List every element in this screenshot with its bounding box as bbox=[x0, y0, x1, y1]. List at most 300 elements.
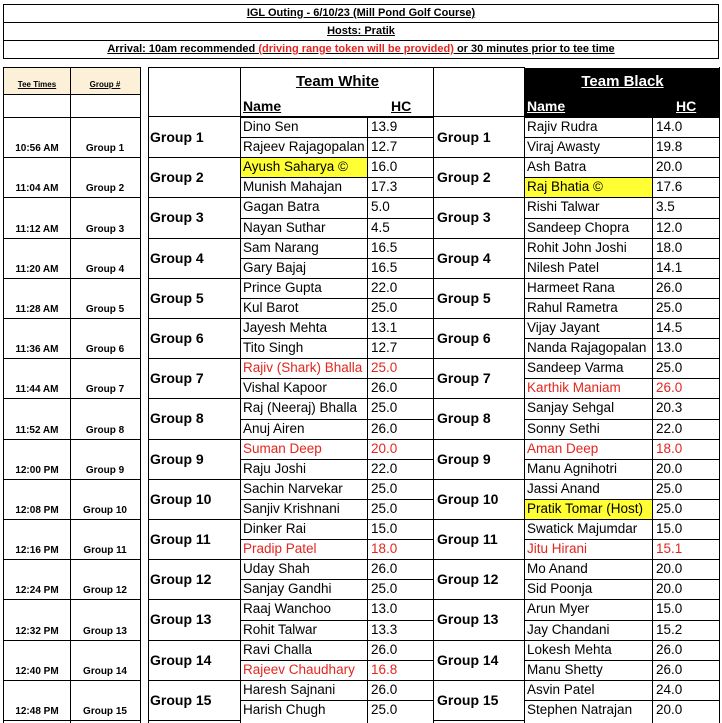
grid-line bbox=[3, 278, 141, 279]
white-player-hc: 22.0 bbox=[371, 460, 398, 476]
grid-line bbox=[240, 660, 433, 661]
white-group-label: Group 14 bbox=[150, 651, 212, 668]
grid-line bbox=[433, 238, 524, 239]
black-player-name: Sid Poonja bbox=[527, 581, 593, 597]
tee-time: 11:52 AM bbox=[15, 424, 59, 436]
grid-line bbox=[240, 278, 433, 279]
white-player-name: Rajeev Chaudhary bbox=[243, 661, 355, 677]
grid-line bbox=[524, 398, 719, 399]
grid-line bbox=[148, 479, 240, 480]
white-player-hc: 16.5 bbox=[371, 239, 398, 255]
white-hc-header: HC bbox=[391, 98, 412, 114]
grid-line bbox=[148, 680, 240, 681]
black-group-label: Group 15 bbox=[437, 691, 499, 708]
white-player-name: Gagan Batra bbox=[243, 199, 320, 215]
arrival-line: Arrival: 10am recommended (driving range token will be provided) or 30 minutes prior to tee time bbox=[3, 40, 719, 59]
tee-times-header: Tee Times bbox=[17, 80, 57, 89]
black-hc-header: HC bbox=[676, 98, 697, 114]
outing-title: IGL Outing - 6/10/23 (Mill Pond Golf Course) bbox=[3, 4, 719, 23]
grid-line bbox=[524, 479, 719, 480]
grid-line bbox=[3, 117, 141, 118]
black-player-hc: 13.0 bbox=[656, 340, 683, 356]
tee-time: 12:16 PM bbox=[15, 545, 59, 557]
black-player-hc: 26.0 bbox=[656, 641, 683, 657]
white-player-name: Ayush Saharya © bbox=[241, 157, 367, 177]
grid-line bbox=[240, 378, 433, 379]
black-player-hc: 26.0 bbox=[656, 279, 683, 295]
black-player-name: Harmeet Rana bbox=[527, 279, 615, 295]
grid-line bbox=[433, 720, 524, 721]
tee-time: 12:48 PM bbox=[15, 705, 59, 717]
grid-line bbox=[240, 197, 433, 198]
grid-line bbox=[240, 680, 433, 681]
grid-line bbox=[240, 258, 433, 259]
grid-line bbox=[433, 680, 524, 681]
white-group-label: Group 4 bbox=[150, 249, 204, 266]
grid-line bbox=[240, 177, 433, 178]
grid-line bbox=[148, 67, 149, 723]
white-player-hc: 26.0 bbox=[371, 380, 398, 396]
white-player-name: Sanjay Gandhi bbox=[243, 581, 332, 597]
tee-time: 11:36 AM bbox=[15, 344, 59, 356]
group-number-header: Group # bbox=[89, 80, 121, 89]
grid-line bbox=[3, 599, 141, 600]
white-player-hc: 26.0 bbox=[371, 681, 398, 697]
grid-line bbox=[3, 358, 141, 359]
white-group-label: Group 13 bbox=[150, 611, 212, 628]
white-player-hc: 5.0 bbox=[371, 199, 390, 215]
white-player-hc: 4.5 bbox=[371, 219, 390, 235]
grid-line bbox=[524, 338, 719, 339]
grid-line bbox=[433, 439, 524, 440]
white-group-label: Group 12 bbox=[150, 571, 212, 588]
group-number: Group 13 bbox=[83, 625, 127, 637]
black-player-name: Swatick Majumdar bbox=[527, 521, 638, 536]
black-player-name: Asvin Patel bbox=[527, 681, 595, 697]
grid-line bbox=[524, 660, 719, 661]
white-group-label: Group 8 bbox=[150, 410, 204, 427]
black-player-name: Sonny Sethi bbox=[527, 420, 600, 436]
black-player-name: Sandeep Chopra bbox=[527, 219, 630, 235]
black-player-hc: 12.0 bbox=[656, 219, 683, 235]
grid-line bbox=[148, 640, 240, 641]
grid-line bbox=[524, 419, 719, 420]
white-player-hc: 16.0 bbox=[371, 159, 398, 175]
grid-line bbox=[524, 157, 719, 158]
group-number: Group 14 bbox=[83, 665, 127, 677]
grid-line bbox=[240, 620, 433, 621]
black-player-name: Rishi Talwar bbox=[527, 199, 600, 215]
grid-line bbox=[524, 620, 719, 621]
tee-time: 10:56 AM bbox=[15, 143, 59, 155]
white-player-name: Kul Barot bbox=[243, 299, 299, 315]
black-group-label: Group 4 bbox=[437, 249, 491, 266]
black-player-name: Arun Myer bbox=[527, 601, 590, 617]
group-number: Group 3 bbox=[85, 223, 125, 235]
black-player-hc: 20.3 bbox=[656, 400, 683, 416]
black-group-label: Group 7 bbox=[437, 370, 491, 387]
grid-line bbox=[3, 479, 141, 480]
black-player-hc: 26.0 bbox=[656, 380, 683, 396]
white-group-label: Group 11 bbox=[150, 531, 211, 547]
black-player-hc: 20.0 bbox=[656, 701, 683, 717]
black-player-hc: 3.5 bbox=[656, 199, 675, 215]
black-player-hc: 19.8 bbox=[656, 139, 683, 155]
black-player-name: Rohit John Joshi bbox=[527, 239, 627, 255]
grid-line bbox=[524, 599, 719, 600]
white-player-hc: 22.0 bbox=[371, 279, 398, 295]
white-player-name: Harish Chugh bbox=[243, 701, 326, 717]
grid-line bbox=[240, 419, 433, 420]
white-player-hc: 13.3 bbox=[371, 621, 398, 637]
grid-line bbox=[524, 177, 719, 178]
white-player-name: Jayesh Mehta bbox=[243, 320, 328, 335]
grid-line bbox=[240, 599, 433, 600]
black-group-label: Group 2 bbox=[437, 169, 491, 186]
black-group-label: Group 9 bbox=[437, 450, 491, 467]
grid-line bbox=[240, 700, 433, 701]
black-group-label: Group 12 bbox=[437, 571, 499, 588]
grid-line bbox=[433, 67, 434, 723]
grid-line bbox=[148, 318, 240, 319]
white-group-label: Group 9 bbox=[150, 450, 204, 467]
black-group-label: Group 6 bbox=[437, 330, 491, 346]
black-player-hc: 22.0 bbox=[656, 420, 683, 436]
black-player-hc: 14.0 bbox=[656, 119, 683, 134]
grid-line bbox=[433, 278, 524, 279]
grid-line bbox=[524, 116, 719, 117]
black-player-hc: 26.0 bbox=[656, 661, 683, 677]
white-player-hc: 25.0 bbox=[371, 480, 398, 496]
grid-line bbox=[148, 116, 240, 117]
grid-line bbox=[3, 640, 141, 641]
black-player-name: Nanda Rajagopalan bbox=[527, 340, 647, 356]
white-player-hc: 18.0 bbox=[371, 541, 398, 557]
grid-line bbox=[240, 559, 433, 560]
grid-line bbox=[240, 338, 433, 339]
grid-line bbox=[240, 298, 433, 299]
grid-line bbox=[524, 640, 719, 641]
black-player-hc: 20.0 bbox=[656, 159, 683, 175]
white-player-hc: 25.0 bbox=[371, 701, 398, 717]
black-player-hc: 14.1 bbox=[656, 259, 683, 275]
grid-line bbox=[3, 197, 141, 198]
grid-line bbox=[240, 398, 433, 399]
grid-line bbox=[148, 157, 240, 158]
grid-line bbox=[524, 197, 719, 198]
black-player-hc: 20.0 bbox=[656, 460, 683, 476]
grid-line bbox=[240, 238, 433, 239]
grid-line bbox=[240, 479, 433, 480]
black-player-name: Jay Chandani bbox=[527, 621, 610, 637]
grid-line bbox=[240, 318, 433, 319]
grid-line bbox=[240, 67, 433, 68]
group-number: Group 12 bbox=[83, 585, 127, 597]
white-player-name: Suman Deep bbox=[243, 440, 322, 456]
group-number: Group 4 bbox=[85, 263, 125, 275]
white-player-name: Sam Narang bbox=[243, 239, 319, 255]
group-number: Group 5 bbox=[85, 303, 125, 315]
grid-line bbox=[240, 117, 433, 118]
grid-line bbox=[433, 157, 524, 158]
grid-line bbox=[3, 398, 141, 399]
tee-time: 12:24 PM bbox=[15, 585, 59, 597]
white-group-label: Group 15 bbox=[150, 691, 212, 708]
white-player-hc: 13.0 bbox=[371, 601, 398, 617]
black-player-name: Sanjay Sehgal bbox=[527, 400, 615, 416]
black-player-name: Stephen Natrajan bbox=[527, 701, 633, 717]
group-number: Group 9 bbox=[85, 464, 125, 476]
tee-time: 11:44 AM bbox=[15, 384, 59, 396]
grid-line bbox=[148, 358, 240, 359]
grid-line bbox=[240, 519, 433, 520]
black-group-label: Group 5 bbox=[437, 289, 491, 306]
white-player-hc: 16.8 bbox=[371, 661, 398, 677]
grid-line bbox=[240, 579, 433, 580]
grid-line bbox=[719, 67, 720, 723]
grid-line bbox=[524, 318, 719, 319]
grid-line bbox=[524, 278, 719, 279]
white-group-label: Group 6 bbox=[150, 330, 204, 346]
grid-line bbox=[433, 398, 524, 399]
black-player-hc: 18.0 bbox=[656, 440, 683, 456]
grid-line bbox=[433, 116, 524, 117]
white-group-label: Group 1 bbox=[150, 129, 204, 145]
white-group-label: Group 7 bbox=[150, 370, 204, 387]
white-player-hc: 12.7 bbox=[371, 139, 398, 155]
black-group-label: Group 1 bbox=[437, 129, 491, 145]
black-player-hc: 15.1 bbox=[656, 541, 683, 557]
grid-line bbox=[524, 539, 719, 540]
white-player-name: Ravi Challa bbox=[243, 641, 313, 657]
black-player-hc: 14.5 bbox=[656, 320, 683, 335]
black-player-hc: 15.0 bbox=[656, 521, 683, 536]
black-player-hc: 25.0 bbox=[656, 360, 683, 376]
white-player-name: Haresh Sajnani bbox=[243, 681, 336, 697]
white-player-hc: 25.0 bbox=[371, 360, 398, 376]
black-group-label: Group 14 bbox=[437, 651, 499, 668]
white-group-label: Group 5 bbox=[150, 289, 204, 306]
group-number: Group 7 bbox=[85, 384, 125, 396]
white-player-hc: 26.0 bbox=[371, 420, 398, 436]
white-group-label: Group 2 bbox=[150, 169, 204, 186]
tee-time: 11:12 AM bbox=[15, 223, 59, 235]
grid-line bbox=[524, 519, 719, 520]
grid-line bbox=[433, 519, 524, 520]
grid-line bbox=[433, 599, 524, 600]
black-player-name: Manu Shetty bbox=[527, 661, 603, 677]
grid-line bbox=[3, 559, 141, 560]
group-number: Group 11 bbox=[83, 545, 127, 557]
black-name-header: Name bbox=[527, 98, 566, 114]
white-name-header: Name bbox=[243, 98, 282, 114]
grid-line bbox=[240, 499, 433, 500]
black-player-name: Sandeep Varma bbox=[527, 360, 624, 376]
grid-line bbox=[148, 519, 240, 520]
grid-line bbox=[148, 439, 240, 440]
white-player-hc: 26.0 bbox=[371, 561, 398, 577]
grid-line bbox=[524, 258, 719, 259]
grid-line bbox=[524, 439, 719, 440]
white-group-label: Group 3 bbox=[150, 209, 204, 226]
black-player-hc: 20.0 bbox=[656, 581, 683, 597]
grid-line bbox=[433, 559, 524, 560]
black-player-name: Manu Agnihotri bbox=[527, 460, 618, 476]
black-player-name: Karthik Maniam bbox=[527, 380, 621, 396]
black-player-hc: 25.0 bbox=[656, 299, 683, 315]
white-player-name: Sachin Narvekar bbox=[243, 480, 343, 496]
white-player-name: Tito Singh bbox=[243, 340, 304, 356]
white-player-hc: 25.0 bbox=[371, 581, 398, 597]
black-player-hc: 17.6 bbox=[656, 179, 683, 195]
grid-line bbox=[433, 197, 524, 198]
grid-line bbox=[433, 318, 524, 319]
grid-line bbox=[240, 137, 433, 138]
white-player-name: Pradip Patel bbox=[243, 541, 317, 557]
white-player-hc: 25.0 bbox=[371, 400, 398, 416]
grid-line bbox=[524, 238, 719, 239]
group-number: Group 10 bbox=[83, 504, 127, 516]
grid-line bbox=[524, 137, 719, 138]
grid-line bbox=[524, 117, 719, 118]
grid-line bbox=[240, 218, 433, 219]
black-player-name: Nilesh Patel bbox=[527, 259, 600, 275]
grid-line bbox=[3, 680, 141, 681]
grid-line bbox=[240, 358, 433, 359]
team-white-header: Team White bbox=[295, 73, 380, 90]
white-player-name: Munish Mahajan bbox=[243, 179, 343, 195]
grid-line bbox=[240, 539, 433, 540]
grid-line bbox=[433, 640, 524, 641]
white-player-name: Nayan Suthar bbox=[243, 219, 326, 235]
white-player-hc: 12.7 bbox=[371, 340, 398, 356]
grid-line bbox=[240, 459, 433, 460]
white-player-name: Sanjiv Krishnani bbox=[243, 500, 340, 516]
grid-line bbox=[240, 439, 433, 440]
black-player-name: Lokesh Mehta bbox=[527, 641, 612, 657]
black-player-name: Ash Batra bbox=[527, 159, 587, 175]
black-group-label: Group 13 bbox=[437, 611, 499, 628]
white-player-name: Gary Bajaj bbox=[243, 259, 307, 275]
black-player-name: Rahul Rametra bbox=[527, 299, 618, 315]
grid-line bbox=[148, 197, 240, 198]
grid-line bbox=[524, 459, 719, 460]
black-player-hc: 15.0 bbox=[656, 601, 683, 617]
white-player-hc: 25.0 bbox=[371, 500, 398, 516]
black-player-name: Jitu Hirani bbox=[527, 541, 588, 557]
black-group-label: Group 8 bbox=[437, 410, 491, 427]
grid-line bbox=[524, 579, 719, 580]
black-player-hc: 24.0 bbox=[656, 681, 683, 697]
tee-time: 12:00 PM bbox=[15, 464, 59, 476]
black-group-label: Group 10 bbox=[437, 490, 499, 507]
black-player-name: Rajiv Rudra bbox=[527, 119, 598, 134]
grid-line bbox=[148, 720, 240, 721]
grid-line bbox=[524, 218, 719, 219]
grid-line bbox=[240, 640, 433, 641]
grid-line bbox=[148, 559, 240, 560]
black-player-hc: 25.0 bbox=[656, 480, 683, 496]
white-player-name: Raj (Neeraj) Bhalla bbox=[243, 400, 358, 416]
grid-line bbox=[140, 67, 141, 723]
tee-time: 11:20 AM bbox=[15, 263, 59, 275]
white-player-name: Raju Joshi bbox=[243, 460, 307, 476]
grid-line bbox=[148, 398, 240, 399]
black-player-name: Jassi Anand bbox=[527, 480, 600, 496]
white-player-name: Dino Sen bbox=[243, 119, 299, 134]
black-player-name: Pratik Tomar (Host) bbox=[525, 499, 652, 519]
grid-line bbox=[3, 439, 141, 440]
white-player-hc: 25.0 bbox=[371, 299, 398, 315]
grid-line bbox=[3, 519, 141, 520]
grid-line bbox=[524, 559, 719, 560]
grid-line bbox=[3, 238, 141, 239]
white-player-hc: 26.0 bbox=[371, 641, 398, 657]
tee-time: 11:28 AM bbox=[15, 303, 59, 315]
black-player-hc: 18.0 bbox=[656, 239, 683, 255]
black-player-name: Viraj Awasty bbox=[527, 139, 601, 155]
team-black-header: Team Black bbox=[581, 73, 664, 90]
hosts-line: Hosts: Pratik bbox=[3, 22, 719, 41]
grid-line bbox=[524, 378, 719, 379]
grid-line bbox=[433, 67, 524, 68]
white-player-hc: 16.5 bbox=[371, 259, 398, 275]
group-number: Group 2 bbox=[85, 183, 125, 195]
grid-line bbox=[148, 278, 240, 279]
white-player-name: Anuj Airen bbox=[243, 420, 305, 436]
black-player-name: Mo Anand bbox=[527, 561, 588, 577]
black-player-hc: 20.0 bbox=[656, 561, 683, 577]
white-player-name: Rajiv (Shark) Bhalla bbox=[243, 360, 363, 376]
tee-time: 11:04 AM bbox=[15, 183, 59, 195]
white-player-name: Uday Shah bbox=[243, 561, 310, 577]
grid-line bbox=[148, 67, 240, 68]
grid-line bbox=[148, 238, 240, 239]
tee-time: 12:32 PM bbox=[15, 625, 59, 637]
black-player-name: Aman Deep bbox=[527, 440, 599, 456]
grid-line bbox=[3, 157, 141, 158]
white-player-name: Rohit Talwar bbox=[243, 621, 318, 637]
group-number: Group 1 bbox=[85, 143, 125, 155]
black-group-label: Group 11 bbox=[437, 531, 498, 547]
tee-time: 12:40 PM bbox=[15, 665, 59, 677]
white-group-label: Group 10 bbox=[150, 490, 212, 507]
black-player-name: Raj Bhatia © bbox=[525, 177, 652, 197]
group-number: Group 6 bbox=[85, 344, 125, 356]
grid-line bbox=[524, 499, 719, 500]
grid-line bbox=[524, 358, 719, 359]
grid-line bbox=[524, 700, 719, 701]
grid-line bbox=[148, 599, 240, 600]
tee-time: 12:08 PM bbox=[15, 504, 59, 516]
grid-line bbox=[3, 720, 141, 721]
white-player-hc: 13.1 bbox=[371, 320, 398, 335]
black-player-name: Vijay Jayant bbox=[527, 320, 600, 335]
white-player-hc: 20.0 bbox=[371, 440, 398, 456]
white-player-name: Vishal Kapoor bbox=[243, 380, 327, 396]
grid-line bbox=[240, 157, 433, 158]
white-player-name: Raaj Wanchoo bbox=[243, 601, 332, 617]
white-player-name: Dinker Rai bbox=[243, 521, 307, 536]
grid-line bbox=[524, 680, 719, 681]
grid-line bbox=[524, 298, 719, 299]
white-player-name: Prince Gupta bbox=[243, 279, 322, 295]
white-player-name: Rajeev Rajagopalan bbox=[243, 139, 365, 155]
black-player-hc: 15.2 bbox=[656, 621, 683, 637]
group-number: Group 15 bbox=[83, 705, 127, 717]
grid-line bbox=[433, 479, 524, 480]
grid-line bbox=[240, 116, 433, 117]
